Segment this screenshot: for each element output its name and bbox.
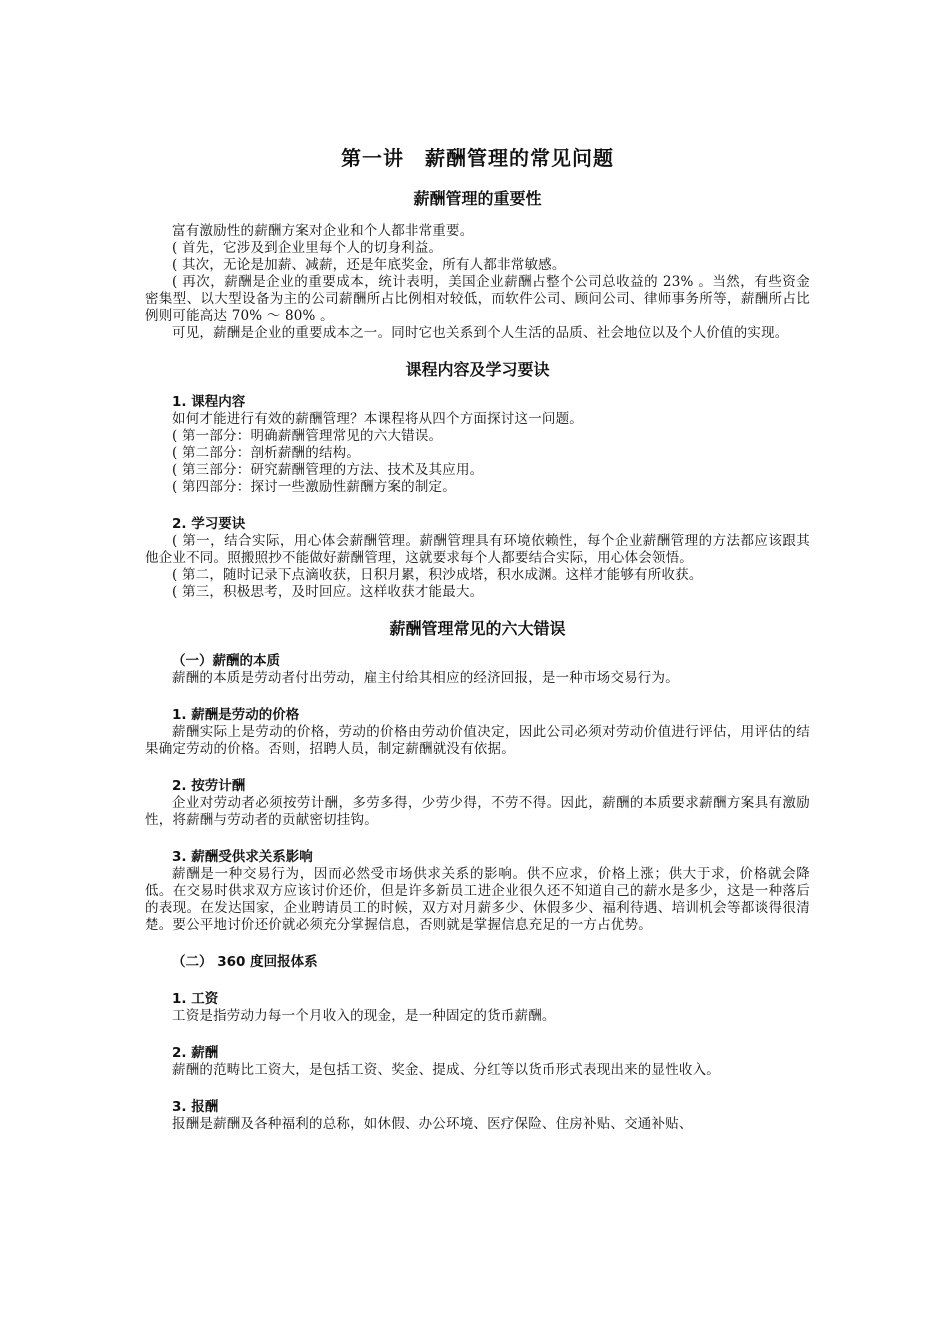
paragraph: 报酬是薪酬及各种福利的总称，如休假、办公环境、医疗保险、住房补贴、交通补贴、 [172, 1116, 693, 1132]
subheading: 2. 薪酬 [172, 1045, 219, 1061]
subheading: 2. 学习要诀 [172, 516, 246, 532]
document-body [145, 143, 810, 1133]
paragraph: 薪酬是一种交易行为，因而必然受市场供求关系的影响。供不应求，价格上涨；供大于求，价格就会降低。在交易时供求双方应该讨价还价，但是许多新员工进企业很久还不知道自己的薪水是多少，这是一种落后的表现。在发达国家，企业聘请员工的时候，双方对月薪多少、休假多少、福利待遇、培训机会等都谈得很清楚。要公平地讨价还价就必须充分掌握信息，否则就是掌握信息充足的一方占优势。 [145, 866, 810, 933]
paragraph: 薪酬的本质是劳动者付出劳动，雇主付给其相应的经济回报，是一种市场交易行为。 [172, 670, 679, 686]
paragraph: 企业对劳动者必须按劳计酬，多劳多得，少劳少得，不劳不得。因此，薪酬的本质要求薪酬方案具有激励性，将薪酬与劳动者的贡献密切挂钩。 [145, 795, 810, 828]
section-heading-course: 课程内容及学习要诀 [405, 360, 550, 379]
list-item: ( 再次，薪酬是企业的重要成本，统计表明，美国企业薪酬占整个公司总收益的 23% 。当然，有些资金密集型、以大型设备为主的公司薪酬所占比例相对较低，而软件公司、顾问公司、律师事务所等，薪酬所占比例则可能高达 70% ～ 80% 。 [145, 274, 810, 324]
paragraph: 如何才能进行有效的薪酬管理？本课程将从四个方面探讨这一问题。 [172, 411, 583, 427]
list-item: ( 首先，它涉及到企业里每个人的切身利益。 [172, 240, 443, 256]
paragraph: 薪酬实际上是劳动的价格，劳动的价格由劳动价值决定，因此公司必须对劳动价值进行评估，用评估的结果确定劳动的价格。否则，招聘人员，制定薪酬就没有依据。 [145, 724, 810, 757]
paragraph: 工资是指劳动力每一个月收入的现金，是一种固定的货币薪酬。 [172, 1008, 556, 1024]
paragraph: 薪酬的范畴比工资大，是包括工资、奖金、提成、分红等以货币形式表现出来的显性收入。 [172, 1062, 720, 1078]
subheading: 3. 薪酬受供求关系影响 [172, 849, 313, 865]
section-heading-importance: 薪酬管理的重要性 [413, 189, 542, 208]
subheading: 1. 课程内容 [172, 394, 246, 410]
list-item: ( 第二部分：剖析薪酬的结构。 [172, 445, 361, 461]
list-item: ( 第一，结合实际，用心体会薪酬管理。薪酬管理具有环境依赖性，每个企业薪酬管理的方法都应该跟其他企业不同。照搬照抄不能做好薪酬管理，这就要求每个人都要结合实际，用心体会领悟。 [145, 533, 810, 566]
subheading: 3. 报酬 [172, 1099, 219, 1115]
list-item: ( 第三部分：研究薪酬管理的方法、技术及其应用。 [172, 462, 484, 478]
list-item: ( 其次，无论是加薪、减薪，还是年底奖金，所有人都非常敏感。 [172, 257, 566, 273]
subheading: 1. 薪酬是劳动的价格 [172, 707, 300, 723]
paragraph: 可见，薪酬是企业的重要成本之一。同时它也关系到个人生活的品质、社会地位以及个人价值的实现。 [172, 325, 789, 341]
list-item: ( 第二，随时记录下点滴收获，日积月累，积沙成塔，积水成渊。这样才能够有所收获。 [172, 567, 703, 583]
list-item: ( 第一部分：明确薪酬管理常见的六大错误。 [172, 428, 443, 444]
subheading: （二） 360 度回报体系 [172, 954, 318, 970]
subheading: （一）薪酬的本质 [172, 653, 280, 669]
list-item: ( 第四部分：探讨一些激励性薪酬方案的制定。 [172, 479, 456, 495]
document-title: 第一讲 薪酬管理的常见问题 [341, 146, 614, 170]
section-heading-errors: 薪酬管理常见的六大错误 [389, 619, 566, 638]
paragraph: 富有激励性的薪酬方案对企业和个人都非常重要。 [172, 223, 474, 239]
subheading: 1. 工资 [172, 991, 219, 1007]
subheading: 2. 按劳计酬 [172, 778, 246, 794]
list-item: ( 第三，积极思考，及时回应。这样收获才能最大。 [172, 584, 484, 600]
